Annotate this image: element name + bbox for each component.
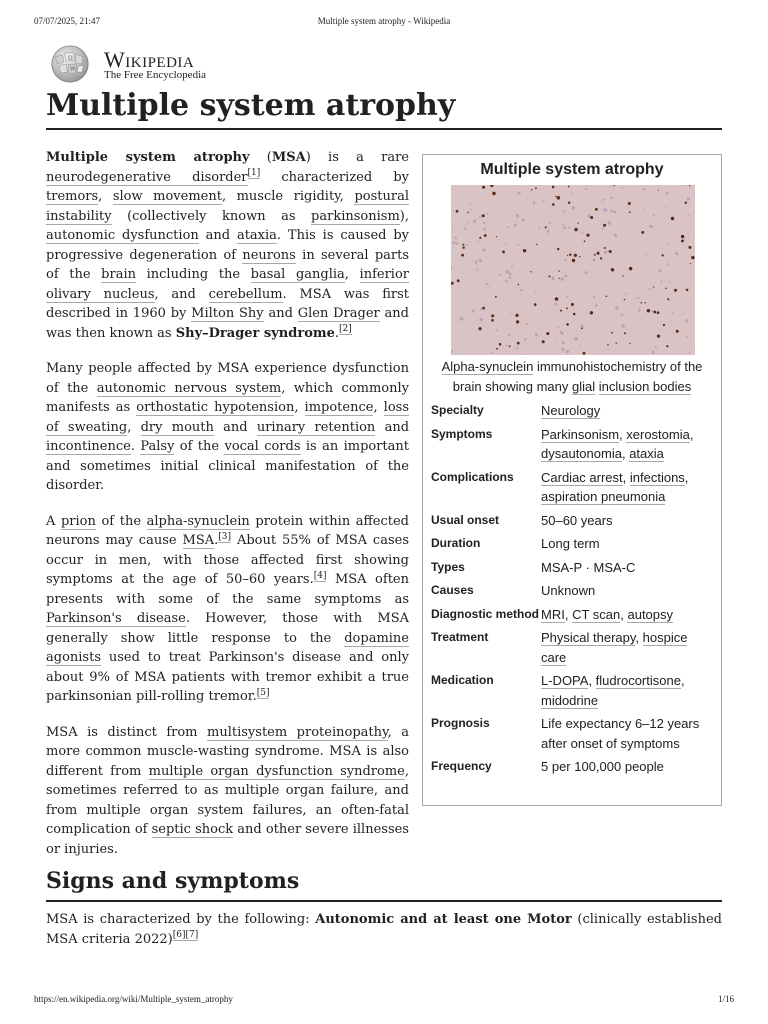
citation-ref[interactable]: [3] — [218, 531, 232, 542]
infobox-label: Treatment — [431, 630, 489, 644]
infobox-label: Complications — [431, 469, 514, 484]
text: . — [214, 533, 219, 548]
infobox-label: Specialty — [431, 403, 484, 417]
text: , sometimes referred to as multiple organ failure, and from multiple organ system failures, an often-fatal complication of — [46, 763, 410, 837]
wikipedia-tagline: The Free Encyclopedia — [104, 69, 207, 81]
text: MSA-P · MSA-C — [541, 559, 636, 575]
link[interactable]: incontinence — [46, 439, 131, 454]
link[interactable]: dysautonomia — [541, 446, 622, 461]
text: in several parts of the — [46, 247, 410, 282]
text: , — [564, 606, 573, 622]
link[interactable]: orthostatic hypotension — [136, 400, 295, 415]
infobox-value — [541, 581, 713, 601]
bold-text: Autonomic and at least one Motor — [315, 912, 572, 927]
link[interactable]: Alpha-synuclein — [441, 359, 534, 374]
text: . MSA was first described in 1960 by — [46, 286, 409, 321]
infobox — [422, 154, 722, 806]
link[interactable]: multisystem proteinopathy — [207, 724, 388, 740]
infobox-row — [431, 558, 713, 578]
text: ), — [399, 208, 409, 224]
link[interactable]: alpha-synuclein — [146, 513, 250, 529]
infobox-label: Diagnostic method — [431, 606, 540, 621]
svg-text:Ω: Ω — [68, 55, 73, 62]
text: Unknown — [541, 583, 596, 598]
text: . — [334, 325, 340, 341]
print-header — [34, 16, 734, 30]
infobox-value — [541, 671, 713, 710]
text: immunohistochemistry of the brain showing many — [452, 359, 703, 394]
infobox-caption — [431, 357, 713, 396]
text: , — [622, 469, 630, 485]
text: Life expectancy 6–12 years after onset of symptoms — [541, 716, 700, 751]
citation-ref[interactable]: [6] — [172, 930, 186, 941]
link[interactable]: midodrine — [541, 692, 599, 708]
print-page-number: 1/16 — [717, 994, 734, 1004]
svg-text:W: W — [70, 66, 76, 73]
link[interactable]: glial — [571, 378, 596, 394]
page-title: Multiple system atrophy — [46, 88, 722, 130]
link[interactable]: Parkinson's disease — [46, 611, 186, 626]
text: ) is a rare — [305, 150, 409, 165]
infobox-row — [431, 401, 713, 421]
text: and — [263, 306, 298, 321]
link[interactable]: Neurology — [541, 403, 601, 418]
infobox-row — [431, 534, 713, 554]
text: , — [620, 606, 628, 622]
intro-paragraph-2 — [46, 359, 409, 496]
intro-paragraph-3 — [46, 512, 409, 707]
infobox-label: Prognosis — [431, 716, 490, 730]
link[interactable]: Parkinsonism — [541, 426, 620, 442]
text: , — [294, 400, 305, 415]
text: ( — [249, 150, 272, 165]
link[interactable]: septic shock — [151, 822, 234, 837]
print-datetime: 07/07/2025, 21:47 — [34, 16, 101, 26]
text: protein within affected neurons may cause — [46, 513, 409, 548]
text: , — [98, 189, 113, 204]
infobox-row — [431, 714, 713, 753]
text: and — [213, 419, 257, 435]
bold-text: Shy–Drager syndrome — [175, 325, 335, 341]
text: , — [689, 426, 694, 442]
text: and other severe illnesses or injuries. — [46, 822, 409, 857]
link[interactable]: Milton Shy — [191, 306, 264, 321]
text: characterized by — [260, 169, 409, 185]
infobox-value — [541, 401, 713, 421]
infobox-rows — [431, 401, 713, 781]
text: About 55% of MSA cases occur in men, with those affected first showing symptoms at the age of 50–60 years. — [46, 533, 409, 587]
text: , which commonly manifests as — [46, 380, 409, 415]
link[interactable]: tremors — [46, 189, 99, 204]
link[interactable]: Glen Drager — [297, 306, 380, 321]
infobox-title: Multiple system atrophy — [480, 161, 664, 178]
infobox-histology-image[interactable] — [451, 185, 695, 355]
text: of the — [95, 513, 147, 529]
infobox-row — [431, 511, 713, 531]
text: , — [635, 630, 643, 645]
text: , a more common muscle-wasting syndrome. MSA is also different from — [46, 724, 409, 779]
link[interactable]: hospice care — [541, 630, 688, 665]
text: A — [46, 513, 61, 529]
link[interactable]: postural instability — [46, 189, 409, 224]
intro-paragraph-1 — [46, 148, 409, 343]
text: , — [127, 419, 141, 435]
link[interactable]: fludrocortisone — [595, 673, 681, 688]
wikipedia-wordmark: Wikipedia — [104, 47, 195, 72]
citation-ref[interactable]: [5] — [256, 687, 270, 698]
text: , — [621, 446, 630, 461]
infobox-label: Medication — [431, 673, 494, 687]
infobox-row — [431, 581, 713, 601]
text: and — [375, 419, 410, 435]
link[interactable]: brain — [101, 267, 136, 282]
link[interactable]: slow movement — [112, 189, 222, 204]
text: , — [684, 469, 689, 485]
text: . This is caused by progressive degeneration of — [46, 228, 409, 263]
infobox-value — [541, 468, 713, 507]
citation-ref[interactable]: [4] — [313, 570, 327, 581]
text: , — [373, 400, 384, 415]
text: is an important and sometimes initial clinical manifestation of the disorder. — [46, 439, 409, 493]
infobox-row — [431, 468, 713, 507]
section-heading-signs: Signs and symptoms — [46, 866, 722, 902]
infobox-value — [541, 425, 713, 464]
text: , muscle rigidity, — [221, 189, 355, 204]
infobox-value — [541, 714, 713, 753]
link[interactable]: ataxia — [236, 228, 277, 243]
link[interactable]: impotence — [304, 400, 374, 415]
link[interactable]: Physical therapy — [541, 630, 636, 645]
citation-ref[interactable]: [1] — [247, 168, 261, 179]
link[interactable]: cerebellum — [208, 286, 283, 302]
text: , — [344, 267, 360, 282]
text: . However, those with MSA generally show little response to the — [46, 611, 409, 646]
infobox-row — [431, 671, 713, 710]
link[interactable]: autonomic nervous system — [96, 380, 282, 396]
infobox-value — [541, 757, 713, 777]
link[interactable]: inferior olivary nucleus — [46, 267, 409, 302]
text: (collectively known as — [111, 208, 312, 224]
text: Long term — [541, 536, 600, 551]
bold-text: MSA — [271, 150, 306, 165]
link[interactable]: urinary retention — [256, 419, 376, 435]
link[interactable]: prion — [60, 513, 96, 529]
text: including the — [136, 267, 251, 282]
link[interactable]: basal ganglia — [250, 267, 345, 282]
infobox-value — [541, 534, 713, 554]
text: and was then known as — [46, 306, 409, 341]
infobox-row — [431, 605, 713, 625]
intro-paragraph-4 — [46, 723, 409, 860]
infobox-value — [541, 511, 713, 531]
citation-ref[interactable]: [2] — [339, 324, 352, 335]
infobox-row — [431, 757, 713, 777]
print-footer — [34, 994, 734, 1008]
link[interactable]: xerostomia — [626, 426, 690, 442]
citation-ref[interactable]: [7] — [185, 930, 199, 941]
text: of the — [174, 439, 225, 454]
link[interactable]: CT scan — [572, 606, 621, 622]
text: , — [680, 673, 685, 688]
infobox-value — [541, 628, 713, 667]
infobox-label: Duration — [431, 536, 481, 550]
infobox-label: Causes — [431, 583, 474, 597]
infobox-row — [431, 628, 713, 667]
wikipedia-globe-icon — [46, 44, 94, 84]
print-url: https://en.wikipedia.org/wiki/Multiple_system_atrophy — [34, 994, 233, 1004]
text: and — [198, 228, 237, 243]
link[interactable]: MSA — [182, 533, 215, 548]
text: , and — [154, 286, 209, 302]
link[interactable]: MRI — [541, 606, 565, 622]
link[interactable]: ataxia — [629, 446, 664, 461]
link[interactable]: neurodegenerative disorder — [46, 169, 248, 185]
link[interactable]: infections — [629, 469, 685, 485]
link[interactable]: multiple organ dysfunction syndrome — [148, 763, 405, 779]
text: , — [588, 673, 596, 688]
bold-text: Multiple system atrophy — [46, 150, 250, 165]
infobox-label: Frequency — [431, 759, 492, 773]
infobox-value — [541, 605, 713, 625]
link[interactable]: parkinsonism — [311, 208, 400, 224]
print-page-title: Multiple system atrophy - Wikipedia — [317, 16, 451, 26]
link[interactable]: neurons — [242, 247, 296, 263]
infobox-label: Symptoms — [431, 426, 493, 441]
text: 5 per 100,000 people — [541, 759, 664, 774]
text: . — [130, 439, 141, 454]
text: MSA is characterized by the following: — [46, 912, 316, 927]
link[interactable]: autonomic dysfunction — [46, 228, 199, 243]
link[interactable]: vocal cords — [224, 439, 301, 454]
link[interactable]: inclusion bodies — [598, 378, 692, 394]
infobox-row — [431, 425, 713, 464]
infobox-label: Types — [431, 559, 465, 574]
text: MSA often presents with some of the same symptoms as — [46, 572, 409, 607]
text: used to treat Parkinson's disease and only about 9% of MSA patients with tremor exhibit a true parkinsonian pill-rolling tremor. — [46, 650, 409, 704]
infobox-value — [541, 558, 713, 578]
link[interactable]: Palsy — [140, 439, 175, 454]
link[interactable]: dry mouth — [140, 419, 214, 435]
text: 50–60 years — [541, 512, 613, 528]
text: (clinically established MSA criteria 2022) — [46, 912, 722, 947]
text: Many people affected by MSA experience dysfunction of the — [46, 361, 409, 396]
text: MSA is distinct from — [46, 724, 208, 740]
link[interactable]: loss of sweating — [46, 400, 409, 435]
text: , — [619, 426, 627, 442]
link[interactable]: L-DOPA — [541, 673, 589, 688]
infobox-label: Usual onset — [431, 512, 500, 527]
link[interactable]: Cardiac arrest — [541, 469, 623, 485]
signs-paragraph — [46, 910, 722, 949]
link[interactable]: dopamine agonists — [46, 630, 409, 665]
link[interactable]: autopsy — [627, 606, 674, 622]
link[interactable]: aspiration pneumonia — [541, 489, 666, 504]
